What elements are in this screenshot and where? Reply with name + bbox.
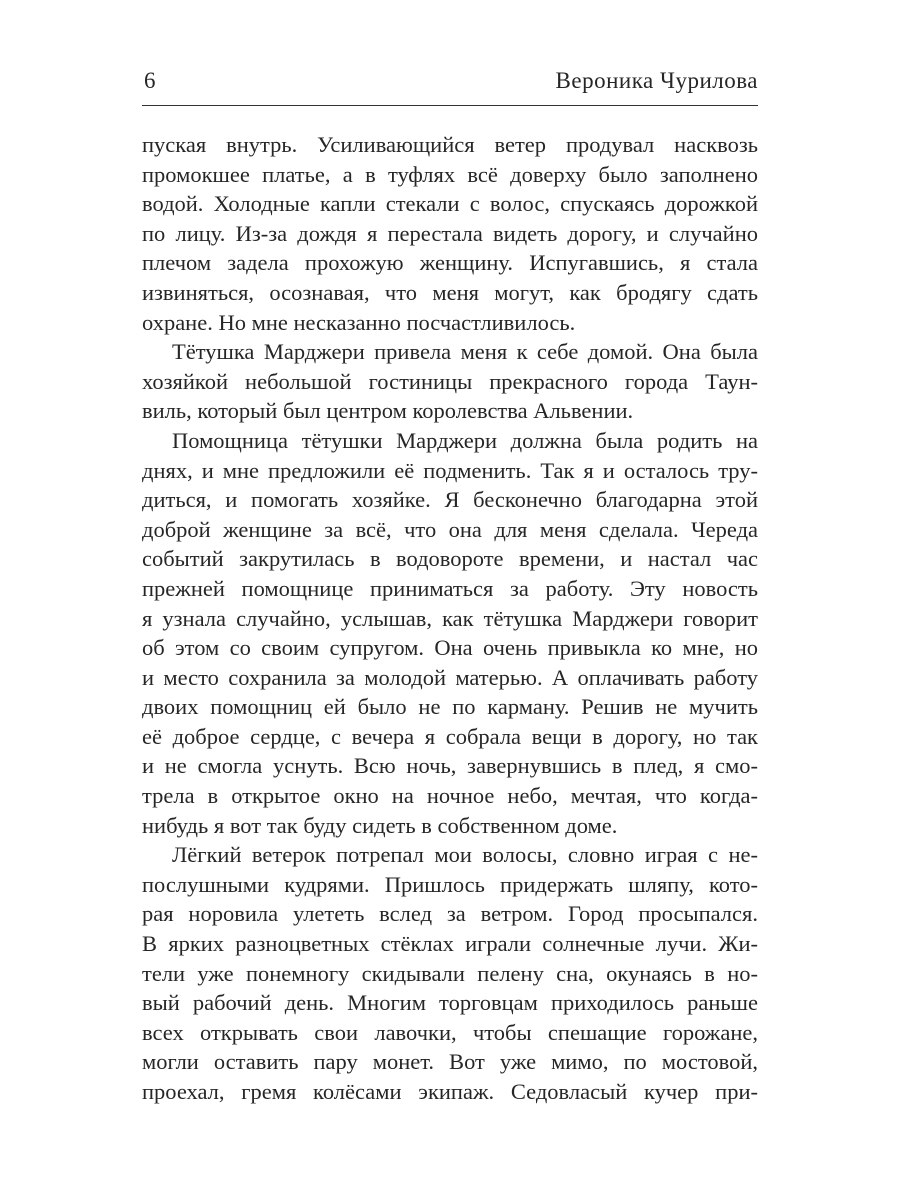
running-header bbox=[142, 68, 758, 98]
text-line: плечом задела прохожую женщину. Испугавшись, я стала bbox=[142, 250, 758, 276]
text-line: промокшее платье, а в туфлях всё доверху было заполнено bbox=[142, 161, 758, 187]
text-line: днях, и мне предложили её подменить. Так я и осталось тру- bbox=[142, 457, 758, 483]
text-line: нибудь я вот так буду сидеть в собственном доме. bbox=[142, 812, 618, 838]
page-body bbox=[142, 130, 758, 1107]
text-line: виль, который был центром королевства Альвении. bbox=[142, 398, 634, 424]
text-line: послушными кудрями. Пришлось придержать шляпу, кото- bbox=[142, 871, 758, 897]
author-name: Вероника Чурилова bbox=[555, 68, 758, 93]
text-line: я узнала случайно, услышав, как тётушка Марджери говорит bbox=[142, 605, 758, 631]
text-line: могли оставить пару монет. Вот уже мимо, по мостовой, bbox=[142, 1049, 758, 1075]
text-line: В ярких разноцветных стёклах играли солнечные лучи. Жи- bbox=[142, 931, 758, 957]
text-line: тели уже понемногу скидывали пелену сна, окунаясь в но- bbox=[142, 960, 758, 986]
text-line: событий закрутилась в водовороте времени, и настал час bbox=[142, 546, 758, 572]
text-line: рая норовила улететь вслед за ветром. Город просыпался. bbox=[142, 901, 758, 927]
paragraph bbox=[142, 130, 758, 337]
text-line: Тётушка Марджери привела меня к себе домой. Она была bbox=[172, 339, 758, 365]
text-line: пуская внутрь. Усиливающийся ветер продувал насквозь bbox=[142, 132, 758, 157]
text-line: доброй женщине за всё, что она для меня сделала. Череда bbox=[142, 516, 758, 542]
text-line: хозяйкой небольшой гостиницы прекрасного города Таун- bbox=[142, 368, 758, 394]
text-line: двоих помощниц ей было не по карману. Решив не мучить bbox=[142, 694, 758, 720]
text-line: об этом со своим супругом. Она очень привыкла ко мне, но bbox=[142, 635, 758, 661]
text-line: трела в открытое окно на ночное небо, мечтая, что когда- bbox=[142, 783, 758, 809]
paragraph bbox=[142, 840, 758, 1106]
text-line: всех открывать свои лавочки, чтобы спешащие горожане, bbox=[142, 1019, 758, 1045]
text-line: проехал, гремя колёсами экипаж. Седовласый кучер при- bbox=[142, 1079, 758, 1104]
text-line: прежней помощнице приниматься за работу. Эту новость bbox=[142, 575, 758, 601]
text-line: охране. Но мне несказанно посчастливилось. bbox=[142, 309, 576, 335]
page-number: 6 bbox=[144, 68, 156, 93]
text-line: вый рабочий день. Многим торговцам приходилось раньше bbox=[142, 990, 758, 1016]
text-line: диться, и помогать хозяйке. Я бесконечно благодарна этой bbox=[142, 487, 758, 513]
text-line: по лицу. Из-за дождя я перестала видеть дорогу, и случайно bbox=[142, 220, 758, 246]
text-line: водой. Холодные капли стекали с волос, спускаясь дорожкой bbox=[142, 191, 758, 217]
text-line: её доброе сердце, с вечера я собрала вещи в дорогу, но так bbox=[142, 723, 758, 749]
text-line: Помощница тётушки Марджери должна была родить на bbox=[172, 427, 758, 453]
text-line: Лёгкий ветерок потрепал мои волосы, словно играя с не- bbox=[172, 842, 758, 868]
text-line: и место сохранила за молодой матерью. А оплачивать работу bbox=[142, 664, 758, 690]
paragraph bbox=[142, 337, 758, 426]
header-rule bbox=[142, 105, 758, 106]
text-line: и не смогла уснуть. Всю ночь, завернувшись в плед, я смо- bbox=[142, 753, 758, 779]
paragraph bbox=[142, 426, 758, 840]
text-line: извиняться, осознавая, что меня могут, как бродягу сдать bbox=[142, 279, 758, 305]
